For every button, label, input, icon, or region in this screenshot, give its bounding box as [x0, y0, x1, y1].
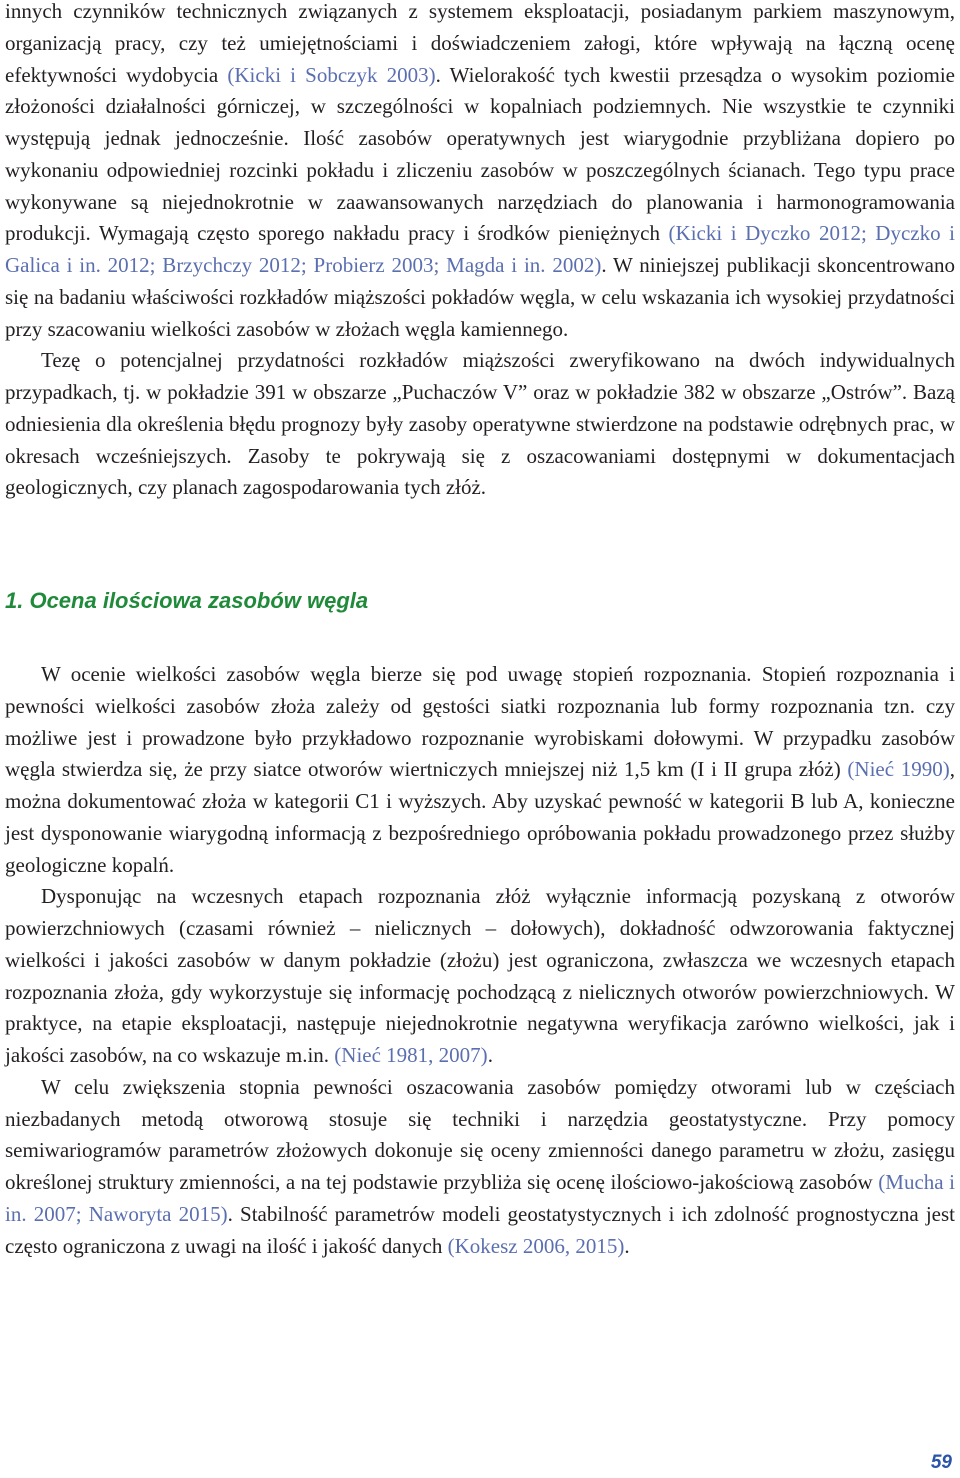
citation-niec-1990: (Nieć 1990): [847, 757, 950, 782]
paragraph-1-text-b: . Wielorakość tych kwestii przesądza o wysokim poziomie złożoności działalności górniczej, w szczególności w kopalniach podziemnych. Nie wszystkie te czynniki występują jednak jednocześnie. Ilość zasobów operatywnych jest wiarygodnie przybliżana dopiero po wykonaniu odpowiedniej rozcinki pokładu i zliczeniu zasobów w poszczególnych ścianach. Tego typu prace wykonywane są niejednokrotnie w zaawansowanych narzędziach do planowania i harmonogramowania produkcji. Wymagają często sporego nakładu pracy i środków pieniężnych: [5, 62, 956, 246]
paragraph-2: Tezę o potencjalnej przydatności rozkładów miąższości zweryfikowano na dwóch indywidualnych przypadkach, tj. w pokładzie 391 w obszarze „Puchaczów V” oraz w pokładzie 382 w obszarze „Ostrów”. Bazą odniesienia dla określenia błędu prognozy były zasoby operatywne stwierdzone na podstawie odrębnych prac, w okresach wcześniejszych. Zasoby te pokrywają się z oszacowaniami dostępnymi w dokumentacjach geologicznych, czy planach zagospodarowania tych złóż.: [5, 348, 955, 500]
section-heading: 1. Ocena ilościowa zasobów węgla: [5, 588, 369, 613]
paragraph-5: [5, 1072, 955, 1263]
paragraph-4: [5, 881, 955, 1072]
citation-kokesz: (Kokesz 2006, 2015): [447, 1233, 625, 1258]
paragraph-3-text-a: W ocenie wielkości zasobów węgla bierze się pod uwagę stopień rozpoznania. Stopień rozpoznania i pewności wielkości zasobów złoża zależy od gęstości siatki rozpoznania lub formy rozpoznania tzn. czy możliwe jest i prowadzone było przykładowo rozpoznanie wyrobiskami dołowymi. W przypadku zasobów węgla stwierdza się, że przy siatce otworów wiertniczych mniejszej niż 1,5 km (I i II grupa złóż): [5, 662, 955, 782]
citation-kicki-sobczyk: (Kicki i Sobczyk 2003): [227, 62, 436, 87]
citation-kicki-dyczko: (Kicki i Dyczko 2012; Dyczko i Galica i in. 2012; Brzychczy 2012; Probierz 2003; Magda i in. 2002): [5, 221, 955, 277]
page-body: [5, 0, 955, 1262]
citation-niec-1981-2007: (Nieć 1981, 2007): [334, 1043, 488, 1067]
paragraph-1: [5, 0, 955, 345]
paragraph-5-text-b: . Stabilność parametrów modeli geostatystycznych i ich zdolność prognostyczna jest często ograniczona z uwagi na ilość i jakość danych: [5, 1201, 955, 1258]
paragraph-5-text-c: .: [624, 1233, 630, 1258]
citation-mucha-naworyta: (Mucha i in. 2007; Naworyta 2015): [5, 1170, 955, 1226]
page-number: 59: [930, 1452, 952, 1473]
paragraph-1-text-a: innych czynników technicznych związanych z systemem eksploatacji, posiadanym parkiem maszynowym, organizacją pracy, czy też umiejętnościami i doświadczeniem załogi, które wpływają na łączną ocenę efektywności wydobycia: [5, 0, 955, 87]
paragraph-3-text-b: , można dokumentować złoża w kategorii C1 i wyższych. Aby uzyskać pewność w kategorii B lub A, konieczne jest dysponowanie wiarygodną informacją z bezpośredniego opróbowania pokładu prowadzonego przez służby geologiczne kopalń.: [5, 757, 955, 877]
paragraph-4-text-b: .: [487, 1043, 493, 1067]
paragraph-5-text-a: W celu zwiększenia stopnia pewności oszacowania zasobów pomiędzy otworami lub w częściach niezbadanych metodą otworową stosuje się techniki i narzędzia geostatystyczne. Przy pomocy semiwariogramów parametrów złożowych dokonuje się oceny zmienności danego parametru w złożu, zasięgu określonej struktury zmienności, a na tej podstawie przybliża się ocenę ilościowo-jakościową zasobów: [5, 1074, 955, 1194]
paragraph-3: [5, 659, 955, 881]
paragraph-4-text-a: Dysponując na wczesnych etapach rozpoznania złóż wyłącznie informacją pozyskaną z otworów powierzchniowych (czasami również – nielicznych – dołowych), dokładność odwzorowania faktycznej wielkości i jakości zasobów w danym pokładzie (złożu) jest ograniczona, zwłaszcza we wczesnych etapach rozpoznania złoża, gdy wykorzystuje się informację pochodzącą z nielicznych otworów powierzchniowych. W praktyce, na etapie eksploatacji, następuje niejednokrotnie negatywna weryfikacja zarówno wielkości, jak i jakości zasobów, na co wskazuje m.in.: [5, 884, 955, 1067]
paragraph-1-text-c: . W niniejszej publikacji skoncentrowano się na badaniu właściwości rozkładów miąższości pokładów węgla, w celu wskazania ich wysokiej przydatności przy szacowaniu wielkości zasobów w złożach węgla kamiennego.: [5, 253, 955, 341]
